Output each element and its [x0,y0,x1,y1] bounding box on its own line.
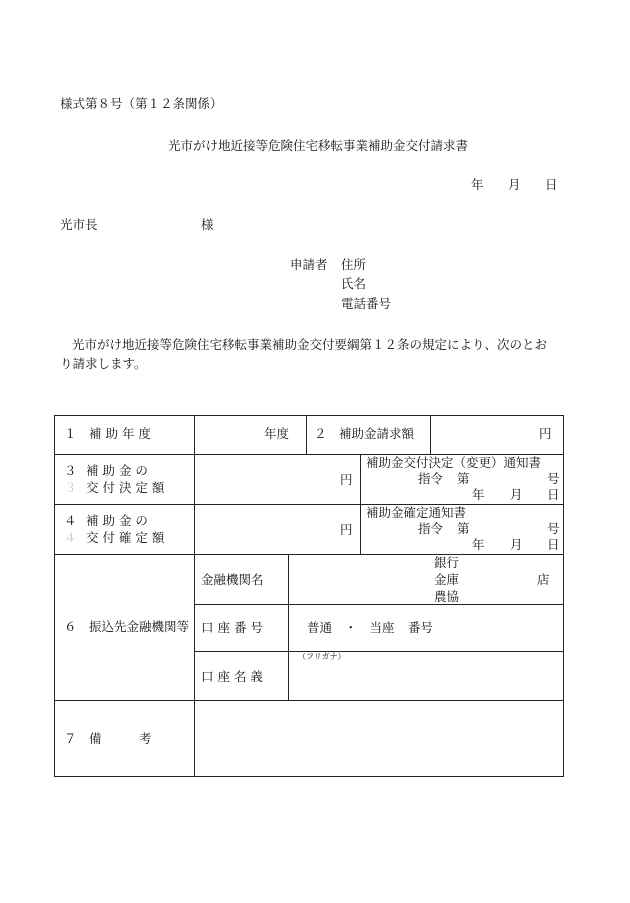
form-number: 様式第８号（第１２条関係） [60,96,223,111]
account-number-suffix: 番号 [408,620,434,635]
fiscal-year-label: １ 補 助 年 度 [64,426,151,441]
applicant-address: 住所 [341,257,367,272]
request-amount-yen: 円 [539,426,552,441]
addressee-honorific: 様 [201,217,214,232]
confirmed-amount-num: ４ [64,513,77,528]
confirmed-go: 号 [547,521,560,536]
decision-amount-label-b: 交 付 決 定 額 [86,480,165,495]
applicant-phone: 電話番号 [341,296,392,311]
decision-day: 日 [547,487,560,502]
confirmed-amount-ghost-num: ４ [64,530,77,545]
request-amount-label: ２ 補助金請求額 [314,426,415,441]
decision-amount-num: ３ [64,463,77,478]
date-year: 年 [471,177,484,192]
body-text-line-2: り請求します。 [60,356,147,371]
confirmed-amount-yen: 円 [340,522,353,537]
confirmed-amount-label-a: 補 助 金 の [86,513,148,528]
fiscal-year-unit: 年度 [264,426,290,441]
decision-dai: 第 [457,471,470,486]
applicant-name: 氏名 [341,276,367,291]
decision-amount-ghost-num: ３ [64,480,77,495]
confirmed-shirei: 指令 [418,521,444,536]
bank-type-bank: 銀行 [434,555,460,570]
branch-suffix: 店 [537,572,550,587]
account-type: 普通 ・ 当座 [307,620,395,635]
page-title: 光市がけ地近接等危険住宅移転事業補助金交付請求書 [168,138,469,153]
addressee-name: 光市長 [60,217,98,232]
date-day: 日 [545,177,558,192]
decision-month: 月 [510,487,523,502]
date-month: 月 [508,177,521,192]
decision-year: 年 [472,487,485,502]
remarks-label: ７ 備 考 [64,731,152,746]
decision-go: 号 [547,471,560,486]
confirmed-month: 月 [510,537,523,552]
decision-amount-yen: 円 [340,472,353,487]
account-name-label: 口 座 名 義 [201,669,263,684]
applicant-label: 申請者 [290,257,328,272]
decision-notice-title: 補助金交付決定（変更）通知書 [366,455,542,470]
bank-name-label: 金融機関名 [201,572,264,587]
furigana-label: （フリガナ） [298,652,346,661]
confirmed-notice-title: 補助金確定通知書 [366,505,467,520]
confirmed-day: 日 [547,537,560,552]
bank-type-nokyo: 農協 [434,589,460,604]
transfer-bank-label: ６ 振込先金融機関等 [64,619,190,634]
decision-amount-label-a: 補 助 金 の [86,463,148,478]
confirmed-dai: 第 [457,521,470,536]
body-text-line-1: 光市がけ地近接等危険住宅移転事業補助金交付要綱第１２条の規定により、次のとお [72,337,548,352]
bank-type-kinko: 金庫 [434,572,460,587]
confirmed-year: 年 [472,537,485,552]
request-table [54,415,564,777]
confirmed-amount-label-b: 交 付 確 定 額 [86,530,165,545]
decision-shirei: 指令 [418,471,444,486]
account-number-label: 口 座 番 号 [201,620,263,635]
